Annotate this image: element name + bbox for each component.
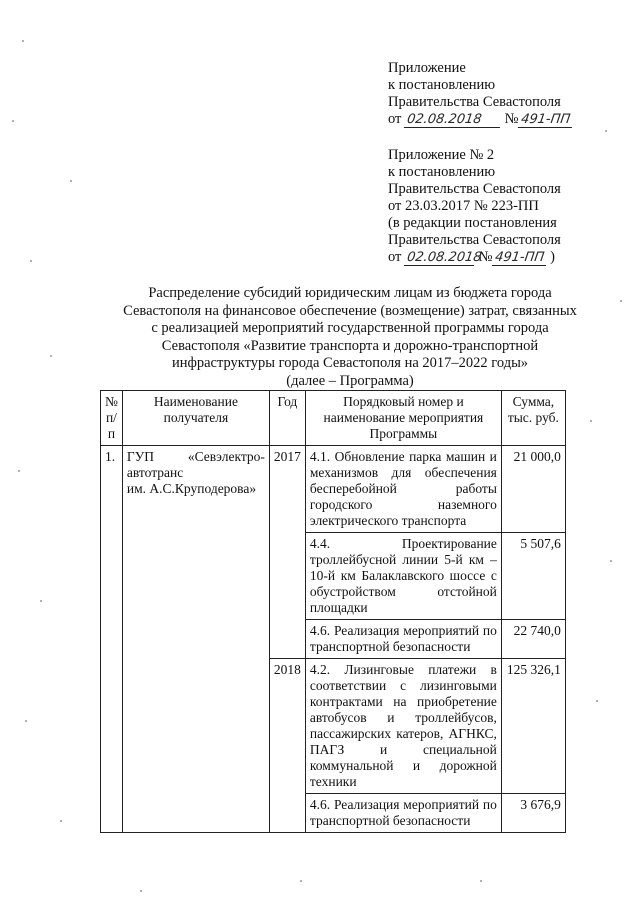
title-line: Севастополя «Развитие транспорта и дорожно-транспортной	[161, 337, 539, 354]
appendix-date-line	[388, 111, 573, 128]
title-line: Севастополя на финансовое обеспечение (возмещение) затрат, связанных	[123, 302, 577, 319]
recipient-part: «Севэлектро-	[187, 449, 265, 464]
scan-speck	[590, 420, 592, 422]
handwritten-date: 02.08.2018	[404, 250, 476, 266]
scan-speck	[30, 260, 32, 262]
header-sum: Сумма, тыс. руб.	[501, 391, 565, 446]
from-label: от	[388, 249, 402, 265]
scan-speck	[480, 880, 482, 882]
sum-cell: 21 000,0	[501, 446, 565, 533]
header-measure: Порядковый номер и наименование мероприятия Программы	[305, 391, 501, 446]
header-year: Год	[269, 391, 305, 446]
recipient-part: ГУП	[126, 449, 155, 464]
year-cell: 2018	[269, 659, 305, 833]
measure-cell: 4.1. Обновление парка машин и механизмов для обеспечения бесперебойной работы городского наземного электрического транспорта	[305, 446, 501, 533]
appendix-line: Правительства Севастополя	[388, 232, 561, 248]
scan-speck	[12, 120, 14, 122]
table-row	[101, 446, 566, 533]
sum-cell: 3 676,9	[501, 794, 565, 833]
recipient-cell	[122, 446, 269, 833]
handwritten-date: 02.08.2018	[404, 112, 502, 128]
appendix-line: Приложение	[388, 60, 466, 76]
scan-speck	[300, 880, 302, 882]
recipient-line	[127, 449, 265, 465]
scan-speck	[70, 180, 72, 182]
scan-speck	[620, 300, 622, 302]
year-cell: 2017	[269, 446, 305, 659]
title-line: Распределение субсидий юридическим лицам из бюджета города	[148, 285, 552, 301]
document-title	[80, 285, 620, 390]
subsidy-table	[100, 390, 566, 833]
scan-speck	[25, 720, 27, 722]
scan-speck	[605, 130, 607, 132]
scan-speck	[140, 890, 142, 892]
appendix-date-line	[388, 249, 561, 266]
number-sign: №	[478, 249, 493, 265]
measure-cell: 4.6. Реализация мероприятий по транспортной безопасности	[305, 794, 501, 833]
sum-cell: 5 507,6	[501, 533, 565, 620]
recipient-line: им. А.С.Круподерова»	[126, 481, 257, 496]
appendix-line: (в редакции постановления	[388, 215, 557, 231]
scan-speck	[18, 470, 20, 472]
appendix-line: Приложение № 2	[388, 147, 495, 163]
scan-speck	[610, 560, 612, 562]
sum-cell: 22 740,0	[501, 620, 565, 659]
sum-cell: 125 326,1	[501, 659, 565, 794]
header-num: № п/п	[101, 391, 123, 446]
title-line: (далее – Программа)	[286, 372, 414, 389]
title-line: инфраструктуры города Севастополя на 2017–2022 годы»	[171, 355, 529, 371]
recipient-line: автотранс	[126, 465, 184, 480]
scan-speck	[60, 820, 62, 822]
measure-cell: 4.2. Лизинговые платежи в соответствии с лизинговыми контрактами на приобретение автобусов и троллейбусов, пассажирских катеров, АГНКС, ПАГЗ и специальной коммунальной и дорожной техники	[305, 659, 501, 794]
number-sign: №	[504, 111, 519, 127]
appendix2-header	[388, 147, 561, 266]
scan-speck	[50, 355, 52, 357]
closing-paren: )	[550, 249, 555, 265]
handwritten-number: 491-ПП	[491, 250, 547, 266]
handwritten-number: 491-ПП	[517, 112, 573, 128]
measure-cell: 4.6. Реализация мероприятий по транспортной безопасности	[305, 620, 501, 659]
from-label: от	[388, 111, 402, 127]
appendix-line: к постановлению	[388, 164, 496, 180]
appendix-line: к постановлению	[388, 77, 496, 93]
scan-speck	[22, 40, 24, 42]
title-line: с реализацией мероприятий государственной программы города	[151, 320, 549, 336]
scan-speck	[40, 600, 42, 602]
row-number: 1.	[101, 446, 123, 833]
appendix-line: Правительства Севастополя	[388, 181, 561, 197]
table-header-row	[101, 391, 566, 446]
measure-cell: 4.4. Проектирование троллейбусной линии 5-й км – 10-й км Балаклавского шоссе с обустройством отстойной площадки	[305, 533, 501, 620]
scan-speck	[596, 700, 598, 702]
appendix-line: от 23.03.2017 № 223-ПП	[388, 198, 539, 214]
header-recipient: Наименование получателя	[122, 391, 269, 446]
appendix-header	[388, 60, 573, 128]
appendix-line: Правительства Севастополя	[388, 94, 561, 110]
